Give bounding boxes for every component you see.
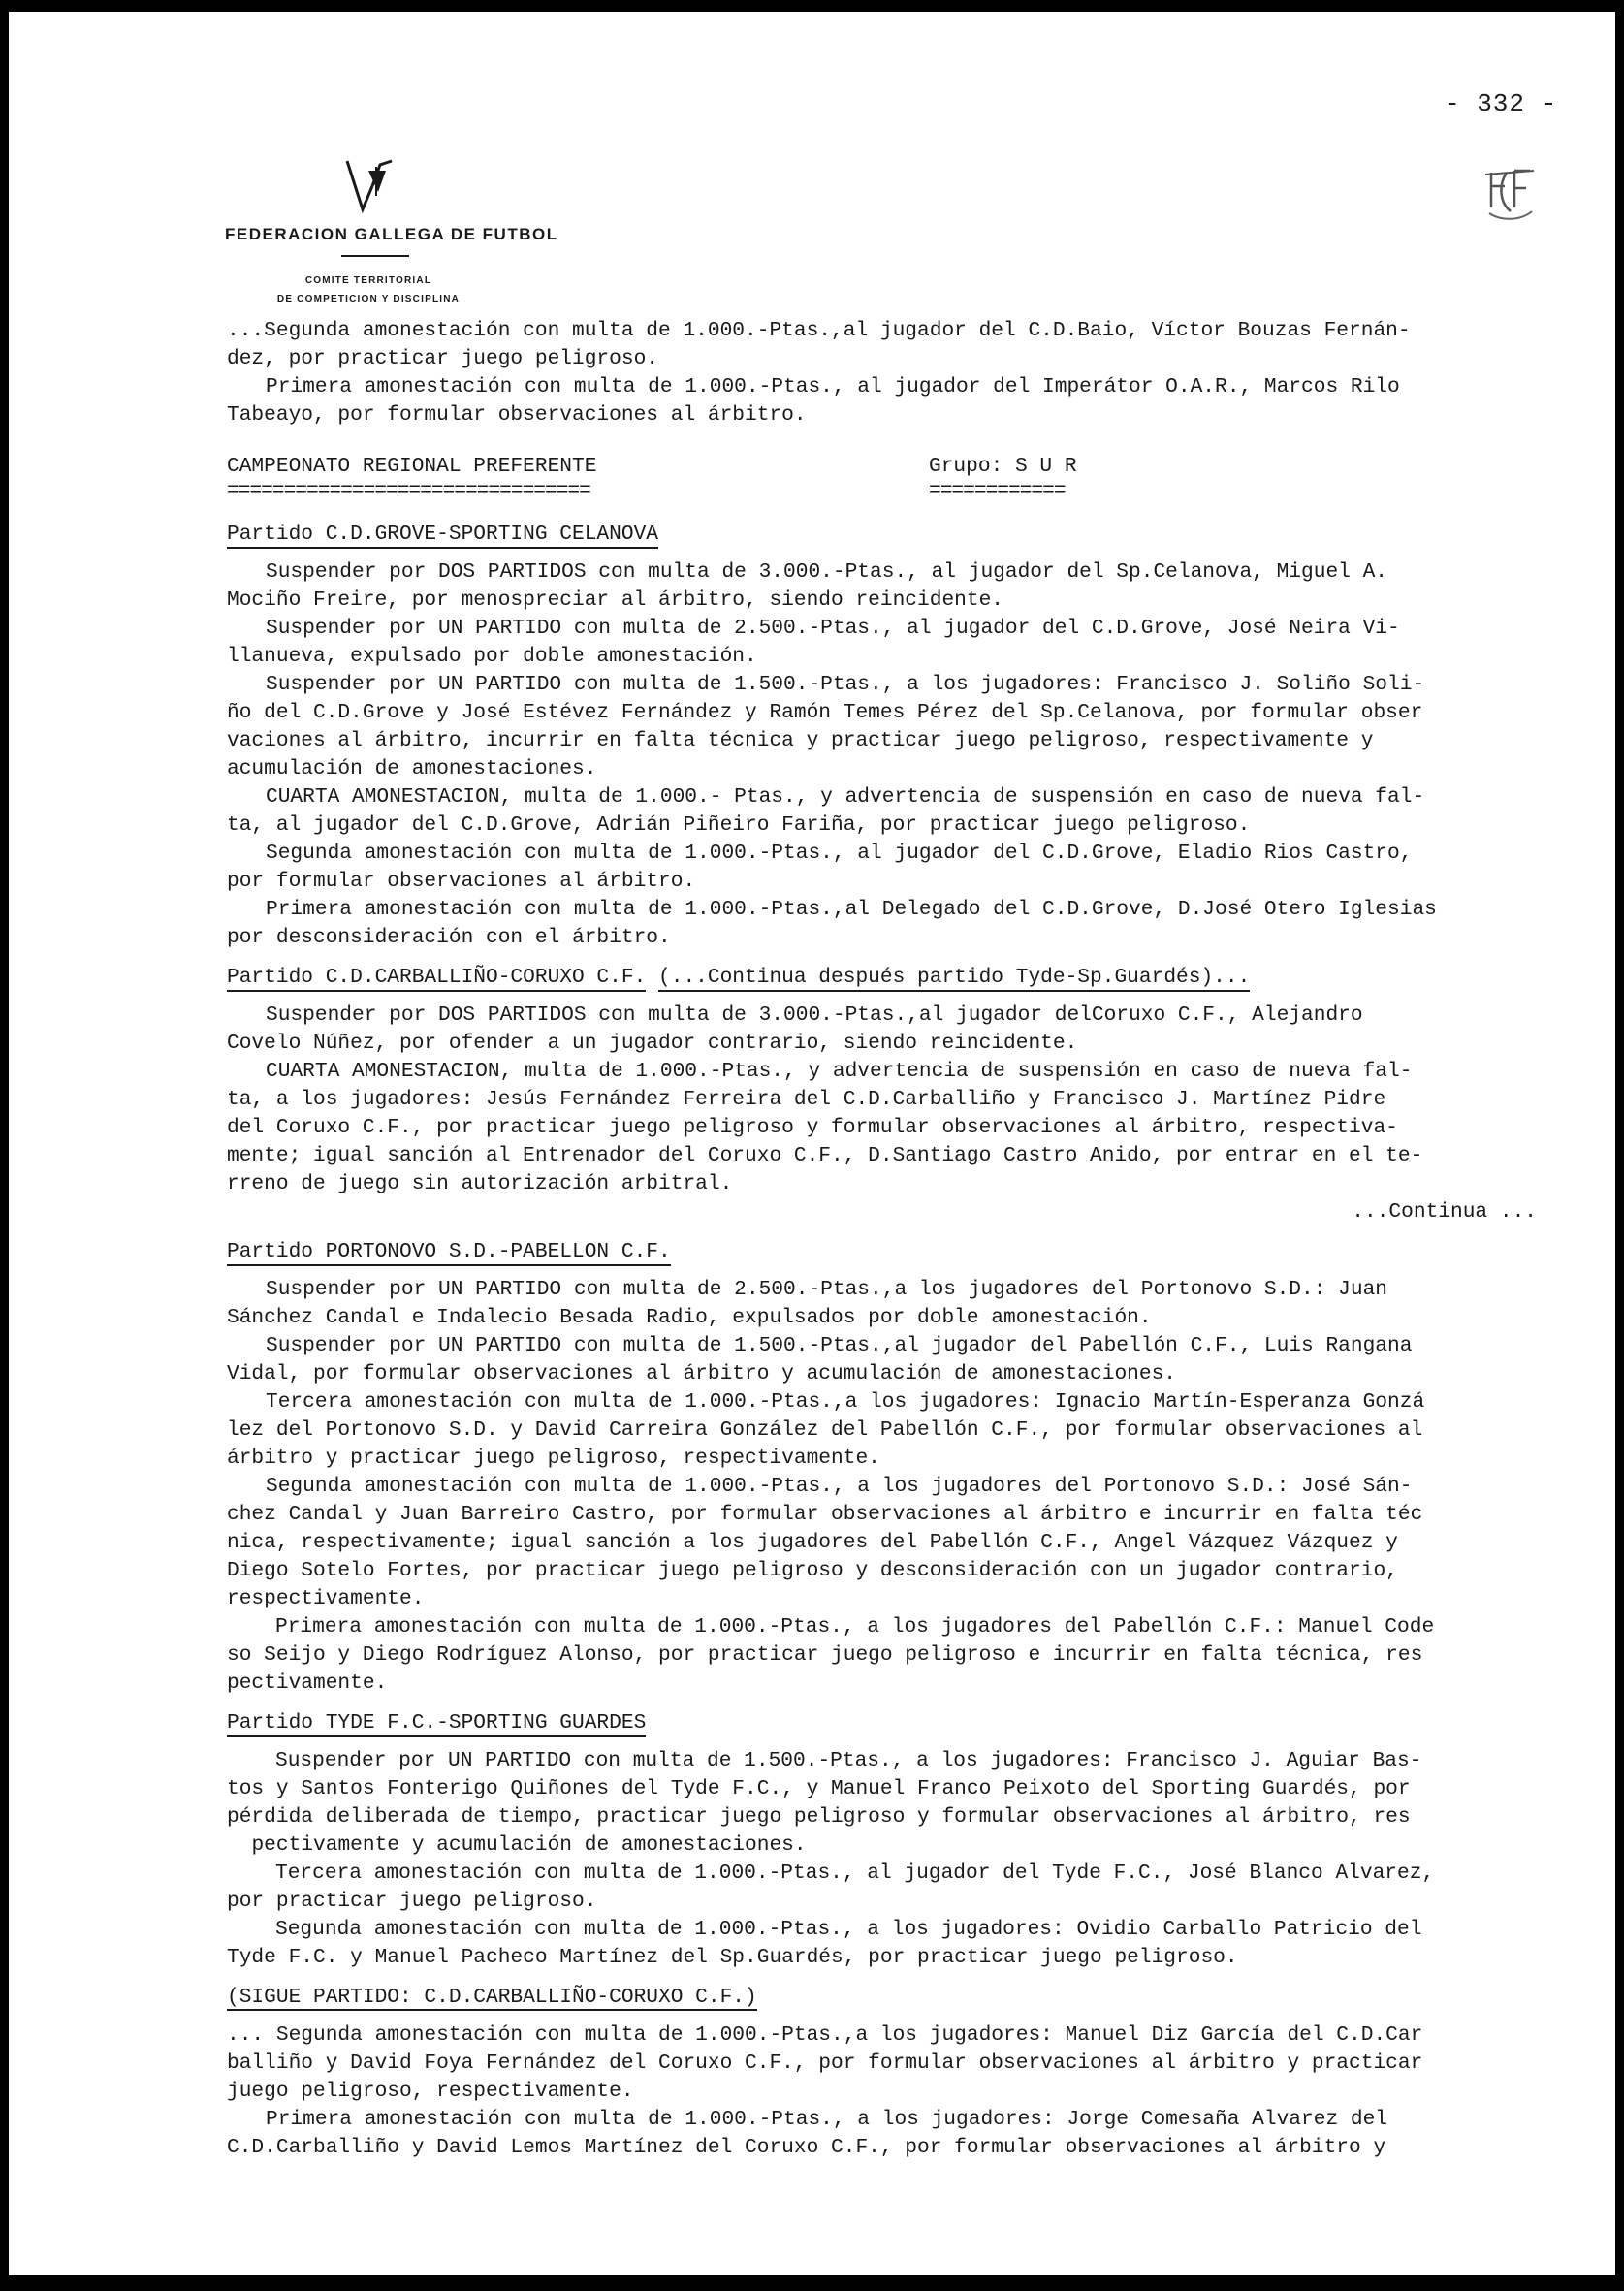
sanction-paragraph: Segunda amonestación con multa de 1.000.-Ptas., a los jugadores del Portonovo S.D.: José Sán- chez Candal y Juan Barreiro Castro, por formular observaciones al árbitro e incurrir en falta téc nica, respectivamente; igual sanción a los jugadores del Pabellón C.F., Angel Vázquez Vázquez y Diego Sotelo Fortes, por practicar juego peligroso y desconsideración con un jugador contrario, respectivamente. [227,1475,1423,1610]
sanction-paragraph: Tercera amonestación con multa de 1.000.-Ptas., al jugador del Tyde F.C., José Blanco Alvarez, por practicar juego peligroso. [227,1861,1435,1913]
sanction-paragraph: Suspender por UN PARTIDO con multa de 1.500.-Ptas.,al jugador del Pabellón C.F., Luis Rangana Vidal, por formular observaciones al árbitro y acumulación de amonestaciones. [227,1334,1413,1385]
organization-name: FEDERACION GALLEGA DE FUTBOL [225,225,558,243]
match-title: Partido TYDE F.C.-SPORTING GUARDES [227,1709,1579,1737]
continued-marker: ...Continua ... [1352,1200,1537,1224]
intro-paragraph: Primera amonestación con multa de 1.000.-Ptas., al jugador del Imperátor O.A.R., Marcos Rilo Tabeayo, por formular observaciones al árbitro. [227,375,1400,427]
sanction-paragraph: CUARTA AMONESTACION, multa de 1.000.-Ptas., y advertencia de suspensión en caso de nueva fal- ta, a los jugadores: Jesús Fernández Ferreira del C.D.Carballiño y Francisco J. Martínez Pidre del Coruxo C.F., por practicar juego peligroso y formular observaciones al árbitro, respectiva- mente; igual sanción al Entrenador del Coruxo C.F., D.Santiago Castro Anido, por entrar en el te- rreno de juego sin autorización arbitral. [227,1060,1423,1195]
committee-line-2: DE COMPETICION Y DISCIPLINA [276,294,461,304]
intro-paragraph: ...Segunda amonestación con multa de 1.000.-Ptas.,al jugador del C.D.Baio, Víctor Bouzas Fernán- dez, por practicar juego peligroso. [227,319,1411,370]
document-body [227,317,1579,2162]
championship-underline: ================================ [227,479,590,502]
sanction-paragraph: Segunda amonestación con multa de 1.000.-Ptas., al jugador del C.D.Grove, Eladio Rios Castro, por formular observaciones al árbitro. [227,842,1413,893]
match-title: Partido PORTONOVO S.D.-PABELLON C.F. [227,1238,1579,1266]
header-divider [341,255,409,257]
match-title: Partido C.D.CARBALLIÑO-CORUXO C.F. (...Continua después partido Tyde-Sp.Guardés)... [227,964,1579,992]
sanction-paragraph: Suspender por DOS PARTIDOS con multa de 3.000.-Ptas., al jugador del Sp.Celanova, Miguel A. Mociño Freire, por menospreciar al árbitro, siendo reincidente. [227,560,1388,612]
sanction-paragraph: Segunda amonestación con multa de 1.000.-Ptas., a los jugadores: Ovidio Carballo Patricio del Tyde F.C. y Manuel Pacheco Martínez del Sp.Guardés, por practicar juego peligroso. [227,1918,1422,1969]
sanction-paragraph: Suspender por UN PARTIDO con multa de 2.500.-Ptas., al jugador del C.D.Grove, José Neira Vi- llanueva, expulsado por doble amonestación. [227,617,1400,668]
continuation-title: (SIGUE PARTIDO: C.D.CARBALLIÑO-CORUXO C.F.) [227,1986,757,2009]
sanction-paragraph: Suspender por UN PARTIDO con multa de 1.500.-Ptas., a los jugadores: Francisco J. Aguiar Bas- tos y Santos Fonterigo Quiñones del Tyde F.C., y Manuel Franco Peixoto del Sporting Guardés, por pérdida deliberada de tiempo, practicar juego peligroso y formular observaciones al árbitro, res pectivamente y acumulación de amonestaciones. [227,1749,1422,1857]
group-name: Grupo: S U R [929,455,1077,478]
scan-border-left [0,0,9,2291]
scan-border-top [0,0,1624,12]
sanction-paragraph: Tercera amonestación con multa de 1.000.-Ptas.,a los jugadores: Ignacio Martín-Esperanza Gonzá lez del Portonovo S.D. y David Carreira González del Pabellón C.F., por formular observaciones al árbitro y practicar juego peligroso, respectivamente. [227,1390,1425,1470]
sanction-paragraph: Suspender por UN PARTIDO con multa de 1.500.-Ptas., a los jugadores: Francisco J. Soliño Soli- ño del C.D.Grove y José Estévez Fernández y Ramón Temes Pérez del Sp.Celanova, por formular obser vaciones al árbitro, incurrir en falta técnica y practicar juego peligroso, respectivamente y acumulación de amonestaciones. [227,673,1425,780]
page-number: - 332 - [1445,89,1558,118]
match-title-note: (...Continua después partido Tyde-Sp.Guardés)... [658,966,1250,992]
sanction-paragraph: Primera amonestación con multa de 1.000.-Ptas.,al Delegado del C.D.Grove, D.José Otero Iglesias por desconsideración con el árbitro. [227,898,1437,949]
committee-line-1: COMITE TERRITORIAL [304,275,432,286]
sanction-paragraph: ... Segunda amonestación con multa de 1.000.-Ptas.,a los jugadores: Manuel Diz García del C.D.Car balliño y David Foya Fernández del Coruxo C.F., por formular observaciones al árbitro y practicar juego peligroso, respectivamente. [227,2023,1423,2103]
sanction-paragraph: CUARTA AMONESTACION, multa de 1.000.- Ptas., y advertencia de suspensión en caso de nueva fal- ta, al jugador del C.D.Grove, Adrián Piñeiro Fariña, por practicar juego peligroso. [227,785,1425,837]
sanction-paragraph: Primera amonestación con multa de 1.000.-Ptas., a los jugadores del Pabellón C.F.: Manuel Code so Seijo y Diego Rodríguez Alonso, por practicar juego peligroso e incurrir en falta técnica, res pectivamente. [227,1615,1435,1695]
sanction-paragraph: Primera amonestación con multa de 1.000.-Ptas., a los jugadores: Jorge Comesaña Alvarez del C.D.Carballiño y David Lemos Martínez del Coruxo C.F., por formular observaciones al árbitro y [227,2108,1388,2159]
scan-border-right [1615,0,1624,2291]
group-underline: ============ [929,479,1066,502]
sanction-paragraph: Suspender por DOS PARTIDOS con multa de 3.000.-Ptas.,al jugador delCoruxo C.F., Alejandro Covelo Núñez, por ofender a un jugador contrario, siendo reincidente. [227,1003,1363,1055]
sanction-paragraph: Suspender por UN PARTIDO con multa de 2.500.-Ptas.,a los jugadores del Portonovo S.D.: Juan Sánchez Candal e Indalecio Besada Radio, expulsados por doble amonestación. [227,1278,1388,1329]
monogram-stamp-icon [1481,165,1538,225]
scan-border-bottom [0,2275,1624,2291]
category-heading [227,453,1579,509]
committee-name [248,271,489,308]
federation-logo-icon [343,157,396,215]
championship-name: CAMPEONATO REGIONAL PREFERENTE [227,455,597,478]
match-title: Partido C.D.GROVE-SPORTING CELANOVA [227,521,1579,549]
